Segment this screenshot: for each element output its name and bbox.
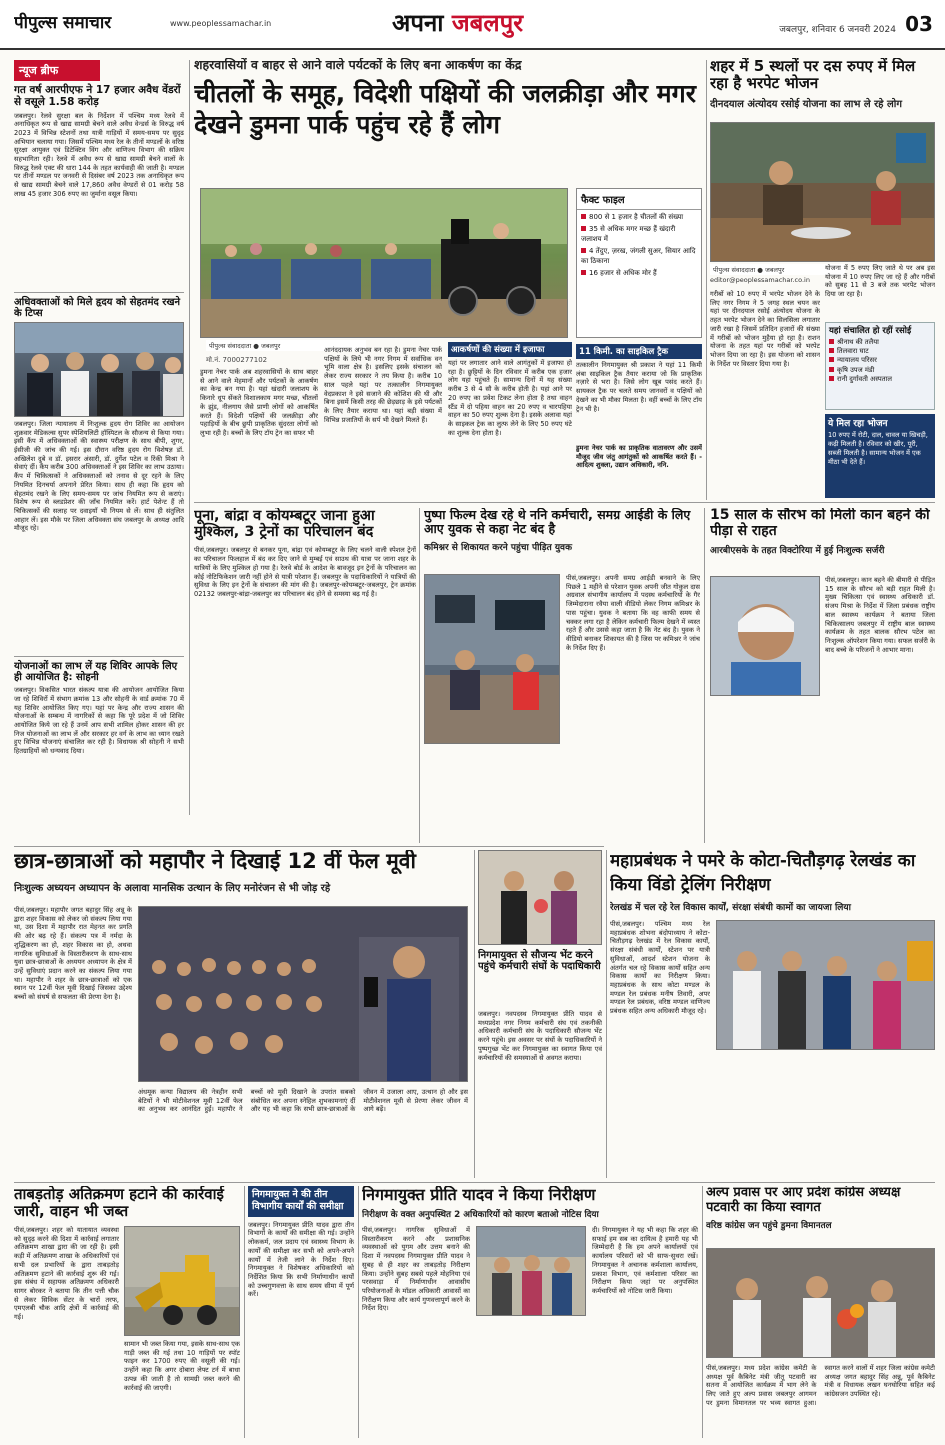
meet-headline: निगमायुक्त से सौजन्य भेंट करने पहुंचे कर्मचारी संघों के पदाधिकारी: [478, 950, 601, 973]
encroachment-headline: ताबड़तोड़ अतिक्रमण हटाने की कार्रवाई जारी, वाहन भी जब्त: [14, 1186, 224, 1220]
film-body: पीसं,जबलपुर। महापौर जगत बहादुर सिंह अन्नू के द्वारा शहर विकास को लेकर जो संकल्प लिया गया था, उस दिशा में महापौर रात मेहनत कर प्रगति की ओर बढ़ रहे हैं। संकल्प पत्र में नर्मदा के शुद्धिकरण का हो, शहर विकास का हो, अथवा नागरिक सुविधाओं के विस्तारीकरण के साथ-साथ युवा छात्र-छात्राओं के अध्ययन अध्यापन के क्षेत्र में उन्हें सुविधाएं प्रदान करने का संकल्प लिया गया था। महापौर ने शहर के छात्र-छात्राओं को एक स्थान पर 12वीं फेल मूवी दिखाई जिसका उद्देश्य बच्चों को संघर्ष से सफलता की प्रेरणा देना है।: [14, 906, 132, 1002]
office-photo: [424, 574, 560, 744]
brief-2-body: जबलपुर। जिला न्यायालय में निःशुल्क हृदय रोग शिविर का आयोजन शुक्रवार मेडिकल्स सुपर स्पेशियलिटी हॉस्पिटल के सौजन्य से किया गया। इसी कैंप में अधिवक्ताओं की स्वास्थ्य परीक्षण के साथ बीपी, शुगर, ईसीजी की जांच की गई। इस दौरान वरिष्ठ हृदय रोग विशेषज्ञ डॉ. अखिलेश दुबे व डॉ. इसरार अंसारी, डॉ. दुर्गेश पटेल व रिंकी मिश्रा ने सेवाएं दीं। कैंप करीब 300 अधिवक्ताओं ने इस शिविर का लाभ उठाया। कैंप में चिकित्सकों ने अधिवक्ताओं को तनाव से दूर रहने के लिए नियमित दिनचर्या अपनाने प्रेरित किया। साथ ही कहा कि हृदय को सेहतमंद रखने के लिए समय-समय पर जांच नियमित रूप से कराएं। विशेष रूप से ब्लडप्रेशर की जाँच नियमित करें। हार्ट पेशेन्ट हैं तो चिकित्सकों की सलाह पर दवाइयाँ भी नियम से लें। साथ ही संतुलित आहार लें। इस मौके पर जिला अधिवक्ता संघ जबलपुर के अध्यक्ष आदि मौजूद रहे।: [14, 419, 184, 533]
welcome-photo: [706, 1248, 935, 1358]
brief-3-headline: योजनाओं का लाभ लें यह शिविर आपके लिए ही आयोजित है: सोहनी: [14, 660, 178, 684]
film-headline: छात्र-छात्राओं को महापौर ने दिखाई 12 वीं फेल मूवी: [14, 850, 416, 873]
three-dept-headline: निगमायुक्त ने की तीन विभागीय कार्यों की समीक्षा: [248, 1186, 354, 1217]
preeti-body-2: दी। निगमायुक्त ने यह भी कहा कि शहर की सफाई हम सब का दायित्व है हमारी यह भी जिम्मेदारी है कि हम अपने कार्यालयों एवं कार्यालय परिसरों को भी साफ-सुथरा रखें। निगमायुक्त ने अचानक कर्मशाला कार्यालय, प्रकाश विभाग, एवं कर्मशाला परिसर का निरीक्षण किया जहां पर अनुपस्थित कर्मचारियों को नोटिस जारी किया।: [592, 1226, 698, 1295]
attractions-box: [448, 342, 572, 496]
park-headline: चीतलों के समूह, विदेशी पक्षियों की जलक्रीड़ा और मगर देखने डुमना पार्क पहुंच रहे हैं लोग: [194, 79, 696, 140]
fact-item: [581, 225, 697, 244]
attractions-body: यहां पर लगातार आने वाले आगंतुकों में इजाफा हो रहा है। छुट्टियों के दिन रविवार में करीब एक हजार लोग यहां पहुंचते हैं। सामान्य दिनों में यह संख्या करीब 3 से 4 सौ के करीब होती है। यहां आने पर 20 रुपए का प्रवेश टिकट लेना होता है तथा वाहन स्टैंड में दो पहिया वाहन का 20 रुपए व चारपहिया वाहन का 50 रुपए शुल्क देना है। इसके अलावा यहां के साइकल ट्रेक का लुत्फ लेने के लिए 50 रुपए घंटे का शुल्क देना होता है।: [448, 359, 572, 437]
film-subhead: निःशुल्क अध्ययन अध्यापन के अलावा मानसिक उत्थान के लिए मनोरंजन से भी जोड़ रहे: [14, 882, 331, 894]
meal-subhead: दीनदयाल अंत्योदय रसोई योजना का लाभ ले रहे लोग: [710, 98, 902, 110]
office-photo-art: [425, 575, 560, 744]
page-number: 03: [905, 12, 933, 36]
commissioner-meet-story: [478, 850, 602, 1178]
cycle-body: तत्कालीन निगमायुक्त श्री प्रकाश ने यहां 11 किमी लंबा साइकिल ट्रैक तैयार कराया जो कि प्राकृतिक नज़ारे से भरा है। जिसे लोग खूब पसंद करते हैं। सायकल ट्रैक पर चलते समय जानवरों व पक्षियों को देखने का भी मौका मिलता है। वहीं बच्चों के लिए टॉय ट्रेन भी है।: [576, 361, 702, 413]
encroachment-body-2: सामान भी जब्त किया गया, इसके साथ-साथ एक गाड़ी जब्त की गई तथा 10 गाड़ियों पर स्पॉट फाइन कर 1700 रुपए की वसूली की गई। उन्होंने कहा कि अगर दोबारा लेफ्ट टर्न में बाधा उत्पन्न की जाती है तो सामग्री जब्त करने की कार्रवाई की जाएगी।: [124, 1340, 240, 1392]
attractions-headline: आकर्षणों की संख्या में इजाफा: [448, 342, 572, 357]
park-photo-credit: पीपुल्स संवाददाता ● जबलपुर: [206, 340, 366, 351]
encroachment-story: [14, 1186, 240, 1438]
meet-body: जबलपुर। नवपदस्थ निगमायुक्त प्रीति यादव से मध्यप्रदेश नगर निगम कर्मचारी संघ एवं तकनीकी अधिकारी कर्मचारी संघ के पदाधिकारी सौजन्य भेंट करने पहुंचे। इस अवसर पर संघों के पदाधिकारियों ने पुष्पगुच्छ भेंट कर निगमायुक्त का स्वागत किया एवं कर्मचारियों की समस्याओं से अवगत कराया।: [478, 1010, 602, 1062]
welcome-photo-art: [707, 1249, 935, 1358]
preeti-body: पीसं,जबलपुर। नागरिक सुविधाओं में विस्तारीकरण करने और प्रशासनिक व्यवस्थाओं को युगम और उत्तम बनाने की दिशा में नवपदस्थ निगमायुक्त प्रीति यादव ने सुबह से ही शहर का ताबड़तोड़ निरीक्षण किया। उन्होंने सुबह सबसे पहले मोहनिया एवं परसवाड़ा में निर्माणाधीन आवासीय परियोजनाओं के मॉडल अधिकारी आवासों का निरीक्षण किया और कार्य गुणवत्तापूर्ण करने के निर्देश दिए।: [362, 1226, 470, 1313]
pushpa-story: [424, 508, 700, 843]
fact-text: 4 तेंदुए, ज़रख, जंगली सुअर, सियार आदि का ठिकाना: [581, 247, 696, 265]
fact-item: [581, 269, 697, 278]
fact-text: 16 हजार से अधिक मोर हैं: [589, 269, 657, 278]
meal-email[interactable]: editor@peoplessamachar.co.in: [710, 276, 810, 284]
brief-3-body: जबलपुर। विकसित भारत संकल्प यात्रा की आयोजन आयोजित किया जा रहे शिविरों में संभाग क्रमांक 13 और सोहनी के वार्ड क्रमांक 70 में यह शिविर आयोजित किए गए। यहां पर केन्द्र और राज्य शासन की योजनाओं के सम्बन्ध में नागरिकों से कहा कि पूरे प्रदेश में जो शिविर आयोजित किये जा रहे हैं उनमें आप सभी शामिल होकर शासन की हर निज योजनाओं का लाभ लें और सरकार हर वर्ग के लाभ का ध्यान रखते हुए विभिन्न योजनाएं संचालित कर रही है। विधायक श्री सोहनी ने सभी हितग्राहियों को धन्यवाद दिया।: [14, 686, 184, 756]
masthead: [0, 0, 945, 50]
fact-file-title: फैक्ट फाइल: [577, 189, 701, 210]
preeti-body-cont: [476, 1320, 586, 1438]
reporter-phone: मो.नं. 7000277102: [206, 356, 268, 364]
encroachment-body: पीसं,जबलपुर। शहर को यातायात व्यवस्था को सुदृढ़ करने की दिशा में कार्रवाई लगातार अतिक्रमण शाखा द्वारा की जा रही है। इसी कड़ी में अतिक्रमण शाखा के अधिकारियों एवं सभी दल प्रभारियों के द्वारा ताबड़तोड़ अतिक्रमण हटाने की कार्रवाई शुरू की गई। इस संबंध में सहायक अतिक्रमण अधिकारी सागर बोरकर ने बताया कि तीन पत्ती चौक से लेकर सिविक सेंटर के चारों तरफ, एमएलबी चौक आदि क्षेत्रों में कार्रवाई की गई।: [14, 1226, 119, 1322]
section-title: [392, 6, 612, 40]
rail-inspection-story: [610, 850, 935, 1178]
preeti-headline: निगमायुक्त प्रीति यादव ने किया निरीक्षण: [362, 1186, 596, 1204]
park-kicker: शहरवासियों व बाहर से आने वाले पर्यटकों के लिए बना आकर्षण का केंद्र: [194, 58, 522, 72]
kitchens-box: [825, 322, 935, 410]
kitchen-name: श्रीनाथ की तलैया: [837, 338, 879, 346]
kitchen-item: [829, 338, 931, 347]
kitchen-item: [829, 375, 931, 384]
pushpa-body: पीसं,जबलपुर। अपनी समग्र आईडी बनवाने के लिए पिछले 1 महीने से परेशान युवक अपनी जीत गोकुल दास अग्रवाल संभागीय कार्यालय में पदस्थ कर्मचारियों के गैर जिम्मेदाराना रवैया वाली वीडियो लेकर निगम कमिश्नर के पास पहुंचा। युवक ने बताया कि वह काफी समय से चक्कर लगा रहा है लेकिन कर्मचारी फिल्म देखने में व्यस्त रहते हैं और उससे कहा जाता है कि नेट बंद है। युवक ने वीडियो बनाकर शिकायत की है जिस पर कमिश्नर ने जांच के निर्देश दिए हैं।: [566, 574, 700, 652]
film-body-2: अंधमूक कन्या विद्यालय की नेत्रहीन सभी बेटियों ने भी मोटीवेशनल मूवी 12वीं फेल का अनुभव कर आनंदित हुईं। महापौर ने बच्चों को मूवी दिखाने के उपरांत सबको संबोधित कर अपना स्नेहिल शुभकामनाएं दीं और यह भी कहा कि सभी छात्र-छात्राओं के जीवन में उजाला आए, उत्थान हो और इस मोटीवेशनल मूवी से प्रेरणा लेकर जीवन में आगे बढ़ें।: [138, 1088, 468, 1114]
fact-text: 800 से 1 हजार है चीतलों की संख्या: [589, 213, 684, 221]
congress-subhead: वरिष्ठ कांग्रेस जन पहुंचे डुमना विमानतल: [706, 1221, 832, 1232]
saurabh-body: पीसं,जबलपुर। कान बहने की बीमारी से पीड़ित 15 साल के सौरभ को बड़ी राहत मिली है। मुख्य चिकित्सा एवं स्वास्थ्य अधिकारी डॉ. संजय मिश्रा के निर्देश में जिला प्रबंधक राष्ट्रीय बाल स्वास्थ्य कार्यक्रम ने बताया जिला चिकित्सालय जबलपुर में राष्ट्रीय बाल स्वास्थ्य कार्यक्रम के तहत बालक सौरभ पटेल का निःशुल्क ऑपरेशन किया गया। सफल सर्जरी के बाद बच्चे के परिजनों ने आभार माना।: [825, 576, 935, 654]
congress-body: पीसं,जबलपुर। मध्य प्रदेश कांग्रेस कमेटी के अध्यक्ष पूर्व कैबिनेट मंत्री जीतू पटवारी का सतना में आयोजित कार्यक्रम में भाग लेने के लिए जाते हुए अल्प प्रवास जबलपुर आगमन पर डुमना विमानतल पर भव्य स्वागत हुआ। स्वागत करने वालों में शहर जिला कांग्रेस कमेटी अध्यक्ष जगत बहादुर सिंह अन्नू, पूर्व कैबिनेट मंत्री व विधायक लखन घनघोरिया सहित कई कांग्रेसजन उपस्थित रहे।: [706, 1364, 935, 1407]
three-dept-story: [248, 1186, 354, 1438]
kitchen-item: [829, 366, 931, 375]
saurabh-subhead: आरबीएसके के तहत विक्टोरिया में हुई निःशुल्क सर्जरी: [710, 546, 885, 557]
kitchen-item: [829, 356, 931, 365]
news-brief-label: न्यूज ब्रीफ: [14, 60, 100, 81]
bulldozer-photo-art: [125, 1227, 240, 1336]
trains-headline: पूना, बांद्रा व कोयम्बटूर जाना हुआ मुश्किल, 3 ट्रेनों का परिचालन बंद: [194, 508, 375, 541]
saurabh-headline: 15 साल के सौरभ को मिली कान बहने की पीड़ा से राहत: [710, 508, 930, 539]
fact-item: [581, 247, 697, 266]
park-story: [194, 58, 702, 498]
trains-body: पीसं,जबलपुर। जबलपुर से बनकर पूना, बांद्रा एवं कोयम्बटूर के लिए चलने वाली स्पेशल ट्रेनों का परिचालन फिलहाल में बंद कर दिए जाने से मुम्बई एवं साउथ की यात्रा पर जाना शहर के यात्रियों के लिए मुश्किल हो गया है। रेलवे बोर्ड के आदेश के बावजूद इन ट्रेनों के परिचालन का कोई नोटिफिकेशन जारी नहीं होने से यात्री परेशान हैं। जबलपुर के पदाधिकारियों ने यात्रियों की सुविधा के लिए इन ट्रेनों के संचालन की मांग की है। जबलपुर-कोयम्बटूर-जबलपुर, ट्रेन क्रमांक 02132 जबलपुर-बांद्रा-जबलपुर का परिचालन बंद होने से समस्या बढ़ गई है।: [194, 546, 416, 598]
congress-story: [706, 1186, 935, 1438]
meal-photo-art: [711, 123, 935, 262]
bulldozer-photo: [124, 1226, 240, 1336]
pushpa-subhead: कमिश्नर से शिकायत करने पहुंचा पीड़ित युवक: [424, 543, 572, 553]
kitchens-headline: यहां संचालित हो रहीं रसोई: [829, 326, 912, 336]
rail-photo-art: [717, 921, 935, 1050]
park-col-1: डुमना नेचर पार्क अब शहरवासियों के साथ बाहर से आने वाले मेहमानों और पर्यटकों के आकर्षण का केन्द्र बन गया है। यहां खंदारी जलाशय के किनारे धूप सेंकते विशालकाय मगर मच्छ, चीतलों के झुंड, नीलगाय जैसे प्राणी लोगों को आकर्षित करते हैं। विदेशी पक्षियों की जलक्रीड़ा और पहाड़ियों के बीच छुपी प्राकृतिक सुंदरता लोगों को लुभा रही है। बच्चों के लिए टॉय ट्रेन का सफर भी: [200, 368, 318, 437]
kitchen-name: न्यायालय परिसर: [837, 356, 877, 365]
lawyers-photo: [14, 322, 184, 417]
fact-item: [581, 213, 697, 222]
menu-headline: ये मिल रहा भोजन: [828, 419, 888, 429]
brief-2-headline: अधिवक्ताओं को मिले हृदय को सेहतमंद रखने के टिप्स: [14, 296, 181, 319]
fact-file-box: [576, 188, 702, 338]
brief-1-headline: गत वर्ष आरपीएफ ने 17 हजार अवैध वेंडरों से वसूले 1.58 करोड़: [14, 84, 181, 108]
rail-body: पीसं,जबलपुर। पश्चिम मध्य रेल महाप्रबंधक शोभना बंदोपाध्याय ने कोटा-चितौड़गढ़ रेलखंड में रेल विकास कार्यों, संरक्षा संबंधी कार्यों, स्टेशन पर यात्री सुविधाओं, आदर्श स्टेशन योजना के अंतर्गत चल रहे विकास कार्यों सहित अन्य विकास कार्यों का निरीक्षण किया। महाप्रबंधक के साथ कोटा मण्डल के मण्डल रेल प्रबंधक मनीष तिवारी, अपर मण्डल रेल प्रबंधक, वरिष्ठ मण्डल वाणिज्य प्रबंधक सहित अन्य अधिकारी मौजूद रहे।: [610, 920, 710, 1016]
park-quote: डुमना नेचर पार्क का प्राकृतिक वातावरण और उसमें मौजूद जीव जंतु आगंतुकों को आकर्षित करते हैं। - आदित्य शुक्ला, उद्यान अधिकारी, ननि.: [576, 444, 702, 470]
dateline: जबलपुर, शनिवार 6 जनवरी 2024: [779, 25, 896, 35]
kitchen-item: [829, 347, 931, 356]
meal-col-2: योजना में 5 रुपए लिए जाते थे पर अब इस योजना में 10 रुपए लिए जा रहे हैं और गरीबों को सुबह 11 से 3 बजे तक भरपेट भोजन दिया जा रहा है।: [825, 264, 935, 299]
menu-body: 10 रुपए में रोटी, दाल, चावल या खिचड़ी, कढ़ी मिलती है। रविवार को खीर, पूरी, सब्जी मिलती है। सामान्य भोजन में एक मीठा भी देते हैं।: [828, 431, 928, 466]
three-dept-body: जबलपुर। निगमायुक्त प्रीति यादव द्वारा तीन विभागों के कार्यों की समीक्षा की गई। उन्होंने लोककर्म, जल प्रदाय एवं स्वास्थ्य विभाग के कार्यों की समीक्षा कर सभी को अपने-अपने कार्यों में तेजी लाने के निर्देश दिए। निगमायुक्त ने विशेषकर अधिकारियों को निर्देशित किया कि सभी निर्माणाधीन कार्यों को उच्चगुणवत्ता के साथ समय सीमा में पूर्ण करें।: [248, 1220, 354, 1299]
auditorium-photo-art: [139, 907, 468, 1082]
congress-headline: अल्प प्रवास पर आए प्रदेश कांग्रेस अध्यक्ष पटवारी का किया स्वागत: [706, 1186, 901, 1215]
fact-text: 35 से अधिक मगर मच्छ हैं खंदारी जलाशय में: [581, 225, 676, 243]
meal-photo: [710, 122, 935, 262]
logo-text: पीपुल्स समाचार: [14, 13, 112, 33]
inspection-photo: [476, 1226, 586, 1316]
toy-train-photo: [200, 188, 568, 338]
toy-train-art: [201, 189, 568, 338]
pushpa-headline: पुष्पा फिल्म देख रहे थे ननि कर्मचारी, समग्र आईडी के लिए आए युवक से कहा नेट बंद है: [424, 508, 691, 536]
rail-photo: [716, 920, 935, 1050]
section-title-a: अपना: [392, 9, 444, 37]
saurabh-story: [710, 508, 935, 843]
meet-photo-art: [479, 851, 602, 945]
website-url[interactable]: www.peoplessamachar.in: [170, 19, 272, 28]
kitchen-name: कृषि उपज मंडी: [837, 365, 875, 374]
patient-photo: [710, 576, 820, 696]
meal-col-1: गरीबों को 10 रुपए में भरपेट भोजन देने के लिए नगर निगम ने 5 जगह स्थल चयन कर यहां पर दीनदयाल रसोई अंत्योदय योजना के तहत भरपेट भोजन देने का सिलसिला लगातार जारी रखा है जिसमें प्रतिदिन हजारों की संख्या में गरीबों को भोजन मुहैया हो रहा है। राशन योजना के तहत यहां पर गरीबों को भरपेट भोजन दिया जा रहा है। इस योजना को शासन के निर्देश पर विस्तार दिया गया है।: [710, 290, 820, 368]
kitchen-name: रानी दुर्गावती अस्पताल: [837, 374, 892, 383]
preeti-story: [362, 1186, 698, 1438]
park-col-2: आनंददायक अनुभव बन रहा है। डुमना नेचर पार्क पक्षियों के लिये भी नगर निगम में सर्वाधिक वन भूमि वाला क्षेत्र है। इसलिए इसके संचालन को लेकर राज्य सरकार ने तय किया है। करीब 10 साल पहले यहां पर तत्कालीन निगमायुक्त वेदप्रकाश ने इसे सजाने की कोशिश की थी और बिना इसमें किसी तरह की छेड़छाड़ के इसे पर्यटकों के लिए तैयार कराया था। यहां बड़ी संख्या में विभिन्न प्रजातियों के सर्प भी देखने मिलते हैं।: [324, 346, 442, 424]
preeti-subhead: निरीक्षण के वक्त अनुपस्थित 2 अधिकारियों को कारण बताओ नोटिस दिया: [362, 1209, 599, 1220]
trains-story: [194, 508, 416, 843]
rail-headline: महाप्रबंधक ने पमरे के कोटा-चितौड़गढ़ रेलखंड का किया विंडो ट्रेलिंग निरीक्षण: [610, 851, 916, 895]
newspaper-logo[interactable]: [14, 10, 164, 38]
inspection-photo-art: [477, 1227, 586, 1316]
cycle-track-box: [576, 344, 702, 440]
kitchen-name: तिलवारा घाट: [837, 347, 869, 356]
patient-photo-art: [711, 577, 820, 696]
cycle-headline: 11 किमी. का साइकिल ट्रैक: [576, 344, 702, 359]
meal-story: [710, 58, 935, 498]
brief-1-body: जबलपुर। रेलवे सुरक्षा बल के निर्देशन में पश्चिम मध्य रेलवे में अनाधिकृत रूप से खाद्य सामग्री बेचने वाले अवैध वेन्डर्स के विरुद्ध वर्ष 2023 में विभिन्न स्टेशनों तथा यात्री गाड़ियों में समय-समय पर सुदृढ अभियान चलाया गया। जिसमें पश्चिम मध्य रेल के तीनों मण्डलों के वरिष्ठ सुरक्षा आयुक्त एवं डिटेक्टिव विंग और वाणिज्य विभाग की सक्रिय सहभागिता रही। रेलवे में अवैध रूप से खाद्य सामग्री बेचने वालों के विरुद्ध रेलवे एक्ट की धारा 144 के तहत कार्यवाही की जाती है। मण्डल पर तीनों मण्डल पर जनवरी से दिसंबर वर्ष 2023 तक अनाधिकृत रूप से खाद्य सामग्री बेचने वाले 17,860 अवैध वेण्डरों से 01 करोड़ 58 लाख 45 हजार 306 रुपए का जुर्माना वसूल किया।: [14, 111, 184, 198]
film-story: [14, 850, 470, 1178]
menu-box: [825, 414, 935, 498]
meet-photo: [478, 850, 602, 945]
rail-subhead: रेलखंड में चल रहे रेल विकास कार्यों, संरक्षा संबंधी कामों का जायजा लिया: [610, 902, 851, 913]
lawyers-photo-art: [15, 323, 184, 417]
section-title-b: जबलपुर: [451, 9, 524, 37]
meal-photo-credit: पीपुल्स संवाददाता ● जबलपुर: [710, 264, 845, 275]
rail-body-cont: [716, 1056, 935, 1176]
auditorium-photo: [138, 906, 468, 1082]
meal-headline: शहर में 5 स्थलों पर दस रुपए में मिल रहा है भरपेट भोजन: [710, 58, 916, 92]
news-brief-column: [14, 60, 184, 815]
